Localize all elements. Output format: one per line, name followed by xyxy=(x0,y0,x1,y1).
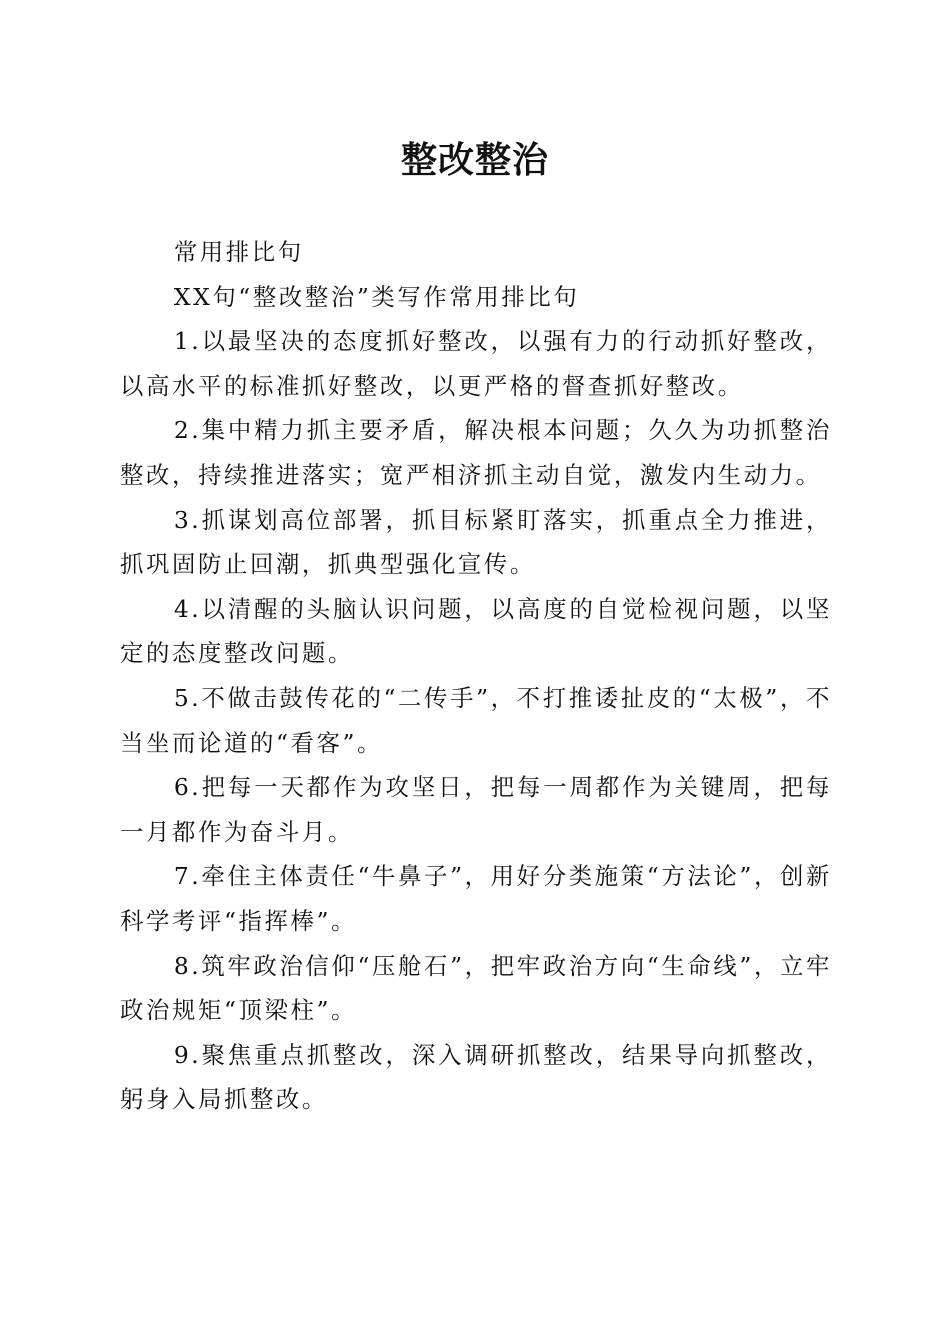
paragraph-item-1: 1.以最坚决的态度抓好整改，以强有力的行动抓好整改，以高水平的标准抓好整改，以更严格的督查抓好整改。 xyxy=(120,327,832,400)
document-title: 整改整治 xyxy=(400,139,549,181)
paragraph-item-2: 2.集中精力抓主要矛盾，解决根本问题；久久为功抓整治整改，持续推进落实；宽严相济抓主动自觉，激发内生动力。 xyxy=(120,416,832,489)
paragraph-subtitle: 常用排比句 xyxy=(173,238,304,266)
paragraph-item-8: 8.筑牢政治信仰“压舱石”，把牢政治方向“生命线”，立牢政治规矩“顶梁柱”。 xyxy=(120,951,832,1025)
document-body xyxy=(120,230,832,1122)
paragraph-item-6: 6.把每一天都作为攻坚日，把每一周都作为关键周，把每一月都作为奋斗月。 xyxy=(120,773,832,846)
paragraph-item-4: 4.以清醒的头脑认识问题，以高度的自觉检视问题，以坚定的态度整改问题。 xyxy=(120,594,832,668)
paragraph-item-3: 3.抓谋划高位部署，抓目标紧盯落实，抓重点全力推进，抓巩固防止回潮，抓典型强化宣传。 xyxy=(120,505,832,579)
paragraph-item-9: 9.聚焦重点抓整改，深入调研抓整改，结果导向抓整改，躬身入局抓整改。 xyxy=(120,1040,832,1114)
paragraph-item-7: 7.牵住主体责任“牛鼻子”，用好分类施策“方法论”，创新科学考评“指挥棒”。 xyxy=(120,862,832,935)
paragraph-item-5: 5.不做击鼓传花的“二传手”，不打推诿扯皮的“太极”，不当坐而论道的“看客”。 xyxy=(120,683,832,757)
paragraph-heading: XX句“整改整治”类写作常用排比句 xyxy=(173,282,580,311)
